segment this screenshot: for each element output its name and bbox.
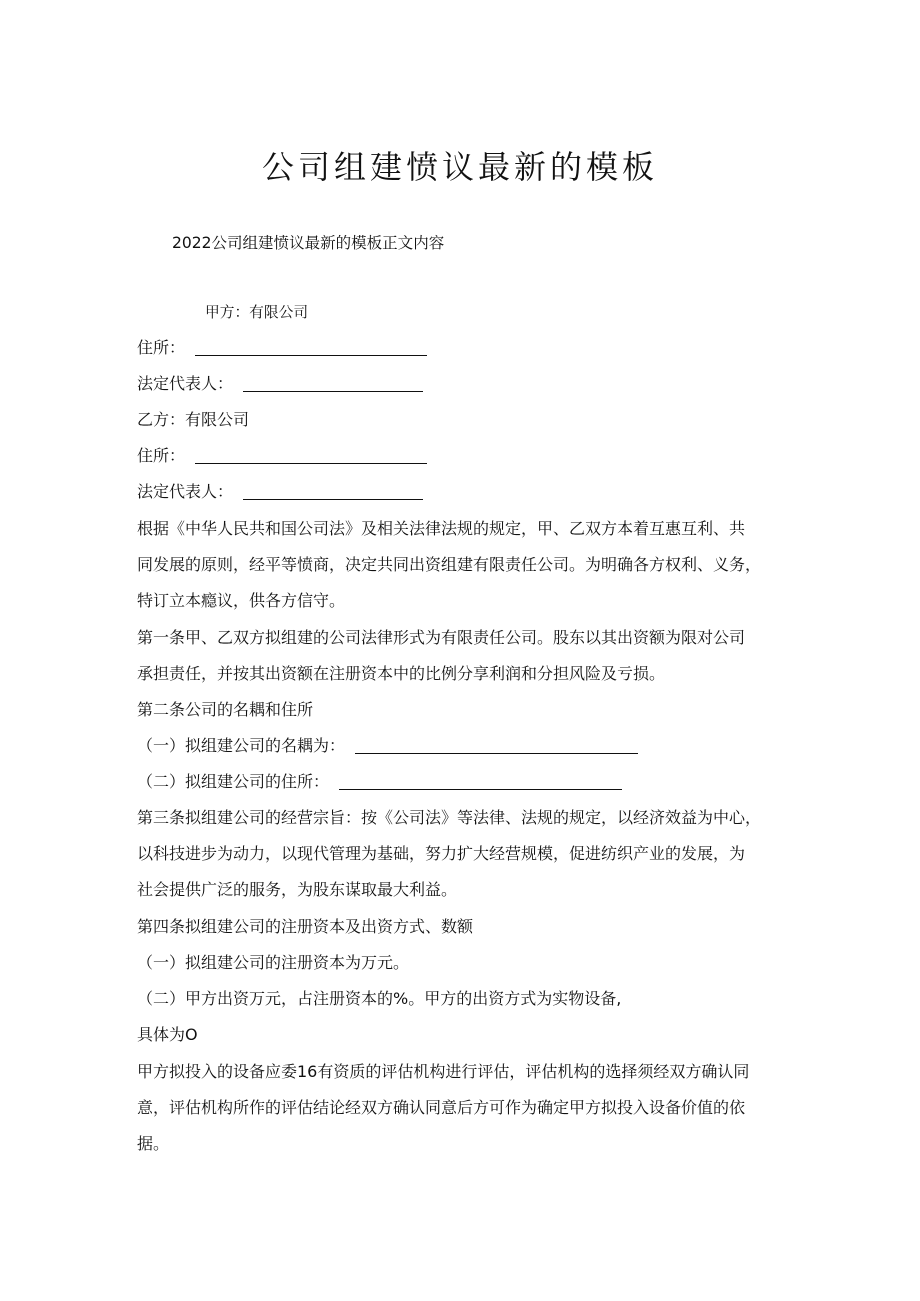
subtitle: 2022公司组建愤议最新的模板正文内容 [172, 234, 445, 252]
article-3-line-2: 以科技进步为动力，以现代管理为基础，努力扩大经营规模，促进纺织产业的发展，为 [137, 844, 746, 863]
evaluation-line-2: 意，评估机构所作的评估结论经双方确认同意后方可作为确定甲方拟投入设备价值的依 [137, 1098, 746, 1117]
intro-line-1: 根据《中华人民共和国公司法》及相关法律法规的规定，甲、乙双方本着互惠互利、共 [137, 519, 746, 538]
article-4-detail: 具体为O [137, 1025, 198, 1044]
party-b-address-label: 住所： [137, 446, 186, 465]
article-1-line-1: 第一条甲、乙双方拟组建的公司法律形式为有限责任公司。股东以其出资额为限对公司 [137, 628, 746, 647]
evaluation-line-3: 据。 [137, 1134, 170, 1153]
document-title: 公司组建愤议最新的模板 [261, 148, 658, 186]
party-b-rep-blank [243, 483, 423, 500]
article-2-item-2 [137, 764, 805, 800]
article-3-line-1: 第三条拟组建公司的经营宗旨：按《公司法》等法律、法规的规定，以经济效益为中心， [137, 808, 762, 827]
party-b-address [137, 438, 805, 474]
party-a-rep [137, 366, 805, 402]
party-b-address-blank [195, 447, 427, 464]
article-4-title: 第四条拟组建公司的注册资本及出资方式、数额 [137, 917, 474, 936]
party-a-name: 甲方：有限公司 [205, 304, 309, 321]
company-address-blank [339, 773, 622, 790]
article-3-line-3: 社会提供广泛的服务，为股东谋取最大利益。 [137, 880, 458, 899]
article-2-item-2-label: （二）拟组建公司的住所： [137, 772, 330, 791]
article-2-item-1 [137, 728, 805, 764]
article-2-title: 第二条公司的名耦和住所 [137, 700, 314, 719]
party-a-rep-label: 法定代表人： [137, 374, 234, 393]
article-1-line-2: 承担责任，并按其出资额在注册资本中的比例分享利润和分担风险及亏损。 [137, 664, 666, 683]
party-a-rep-blank [243, 375, 423, 392]
party-a-address-label: 住所： [137, 338, 186, 357]
article-4-item-2: （二）甲方出资万元，占注册资本的%。甲方的出资方式为实物设备, [137, 989, 622, 1008]
party-b-rep-label: 法定代表人： [137, 482, 234, 501]
intro-line-3: 特订立本瘾议，供各方信守。 [137, 591, 346, 610]
party-a-address-blank [195, 339, 427, 356]
party-a-address [137, 330, 805, 366]
intro-line-2: 同发展的原则，经平等愤商，决定共同出资组建有限责任公司。为明确各方权利、义务， [137, 555, 762, 574]
evaluation-line-1: 甲方拟投入的设备应委16有资质的评估机构进行评估，评估机构的选择须经双方确认同 [137, 1062, 750, 1081]
company-name-blank [355, 737, 638, 754]
article-4-item-1: （一）拟组建公司的注册资本为万元。 [137, 953, 410, 972]
party-b-rep [137, 474, 805, 510]
article-2-item-1-label: （一）拟组建公司的名耦为： [137, 736, 346, 755]
party-b-name: 乙方：有限公司 [137, 410, 250, 429]
